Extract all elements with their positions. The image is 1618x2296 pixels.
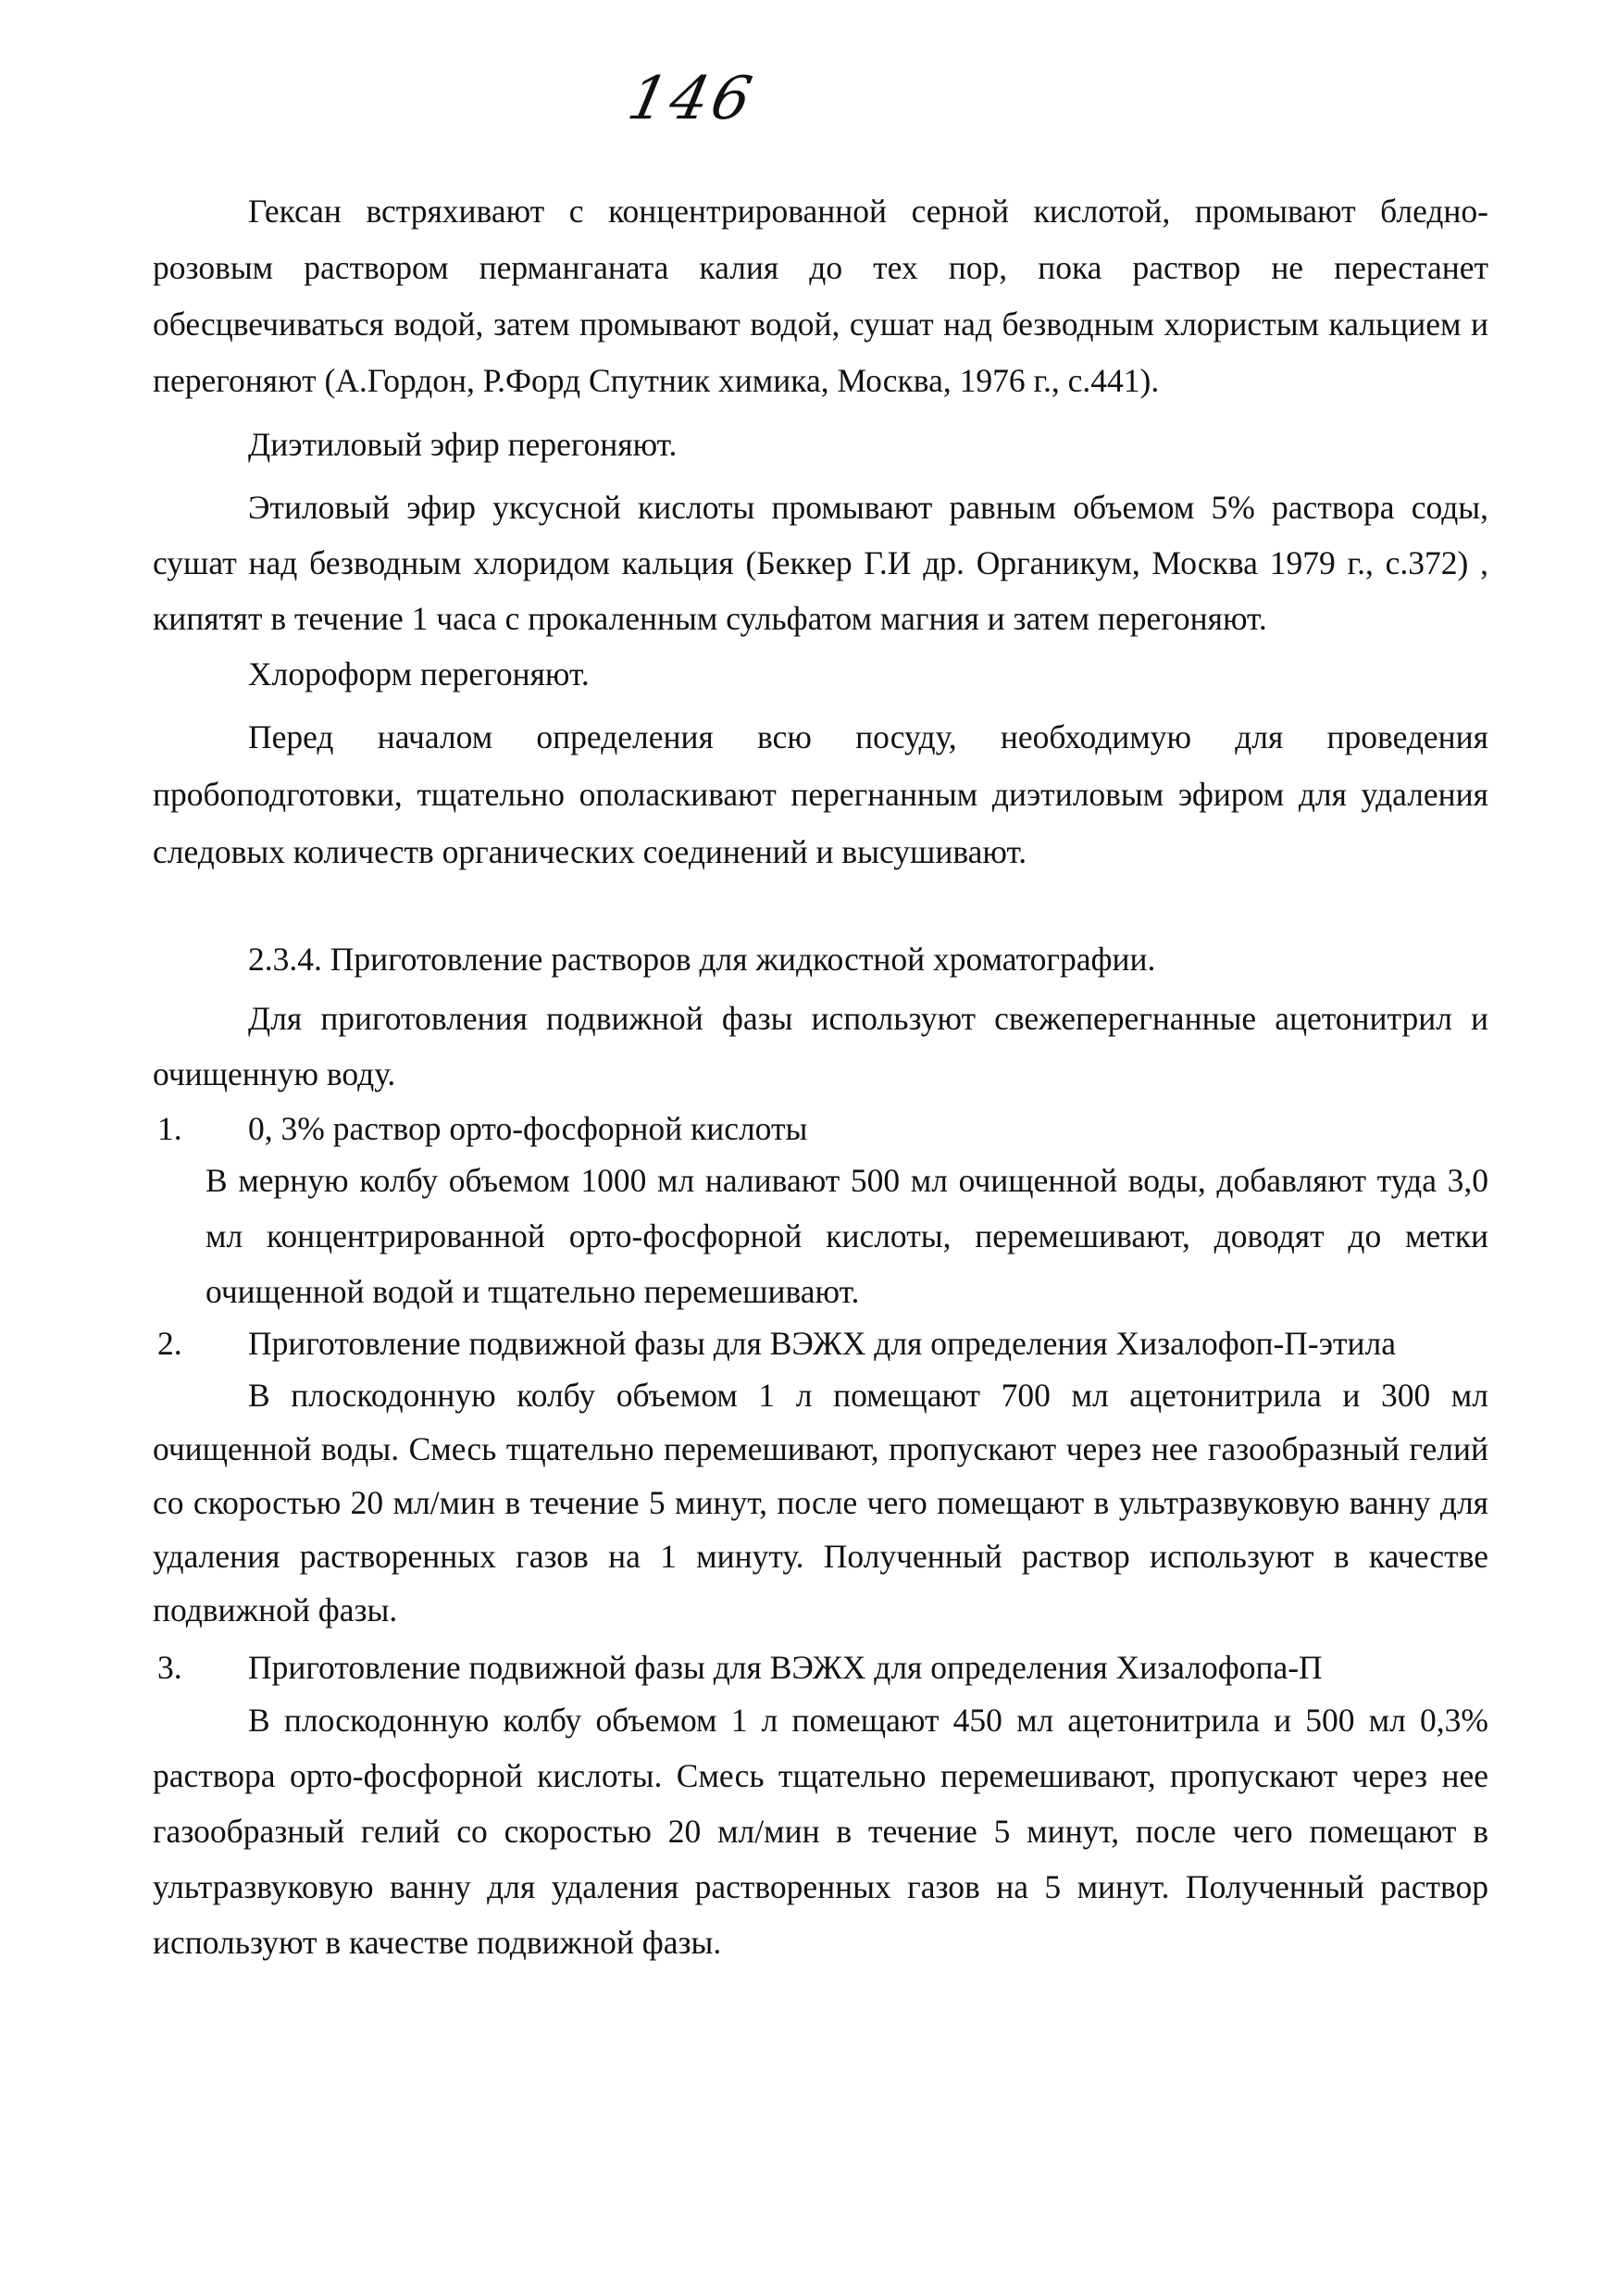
- paragraph-chloroform: Хлороформ перегоняют.: [248, 655, 590, 693]
- page-number-text: 146: [622, 65, 762, 133]
- list-item-title: Приготовление подвижной фазы для ВЭЖХ для определения Хизалофопа-П: [248, 1649, 1323, 1686]
- list-item-body: В плоскодонную колбу объемом 1 л помещают 450 мл ацетонитрила и 500 мл 0,3% раствора орто-фосфорной кислоты. Смесь тщательно перемешивают, пропускают через нее газообразный гелий со скоростью 20 мл/мин в течение 5 минут, после чего помещают в ультразвуковую ванну для удаления растворенных газов на 5 минут. Полученный раствор используют в качестве подвижной фазы.: [153, 1702, 1488, 1961]
- list-item-title: 0, 3% раствор орто-фосфорной кислоты: [248, 1110, 808, 1147]
- list-item-number: 2.: [157, 1325, 182, 1362]
- list-item-number: 3.: [157, 1649, 182, 1686]
- paragraph-diethyl-ether: Диэтиловый эфир перегоняют.: [248, 426, 678, 463]
- list-item-number: 1.: [157, 1110, 182, 1147]
- section-heading: 2.3.4. Приготовление растворов для жидкостной хроматографии.: [248, 941, 1156, 978]
- paragraph-hexane: Гексан встряхивают с концентрированной серной кислотой, промывают бледно-розовым раствором перманганата калия до тех пор, пока раствор не перестанет обесцвечиваться водой, затем промывают водой, сушат над безводным хлористым кальцием и перегоняют (А.Гордон, Р.Форд Спутник химика, Москва, 1976 г., с.441).: [153, 193, 1488, 399]
- paragraph-ethyl-acetate: Этиловый эфир уксусной кислоты промывают равным объемом 5% раствора соды, сушат над безводным хлоридом кальция (Беккер Г.И др. Органикум, Москва 1979 г., с.372) , кипятят в течение 1 часа с прокаленным сульфатом магния и затем перегоняют.: [153, 489, 1488, 637]
- paragraph-glassware: Перед началом определения всю посуду, необходимую для проведения пробоподготовки, тщательно ополаскивают перегнанным диэтиловым эфиром для удаления следовых количеств органических соединений и высушивают.: [153, 718, 1488, 870]
- list-item-body: В мерную колбу объемом 1000 мл наливают 500 мл очищенной воды, добавляют туда 3,0 мл концентрированной орто-фосфорной кислоты, перемешивают, доводят до метки очищенной водой и тщательно перемешивают.: [205, 1162, 1488, 1310]
- paragraph-mobile-phase-intro: Для приготовления подвижной фазы используют свежеперегнанные ацетонитрил и очищенную воду.: [153, 1000, 1488, 1092]
- list-item-body: В плоскодонную колбу объемом 1 л помещают 700 мл ацетонитрила и 300 мл очищенной воды. Смесь тщательно перемешивают, пропускают через нее газообразный гелий со скоростью 20 мл/мин в течение 5 минут, после чего помещают в ультразвуковую ванну для удаления растворенных газов на 1 минуту. Полученный раствор используют в качестве подвижной фазы.: [153, 1377, 1488, 1628]
- handwritten-page-number: [622, 65, 815, 139]
- list-item-title: Приготовление подвижной фазы для ВЭЖХ для определения Хизалофоп-П-этила: [248, 1325, 1396, 1362]
